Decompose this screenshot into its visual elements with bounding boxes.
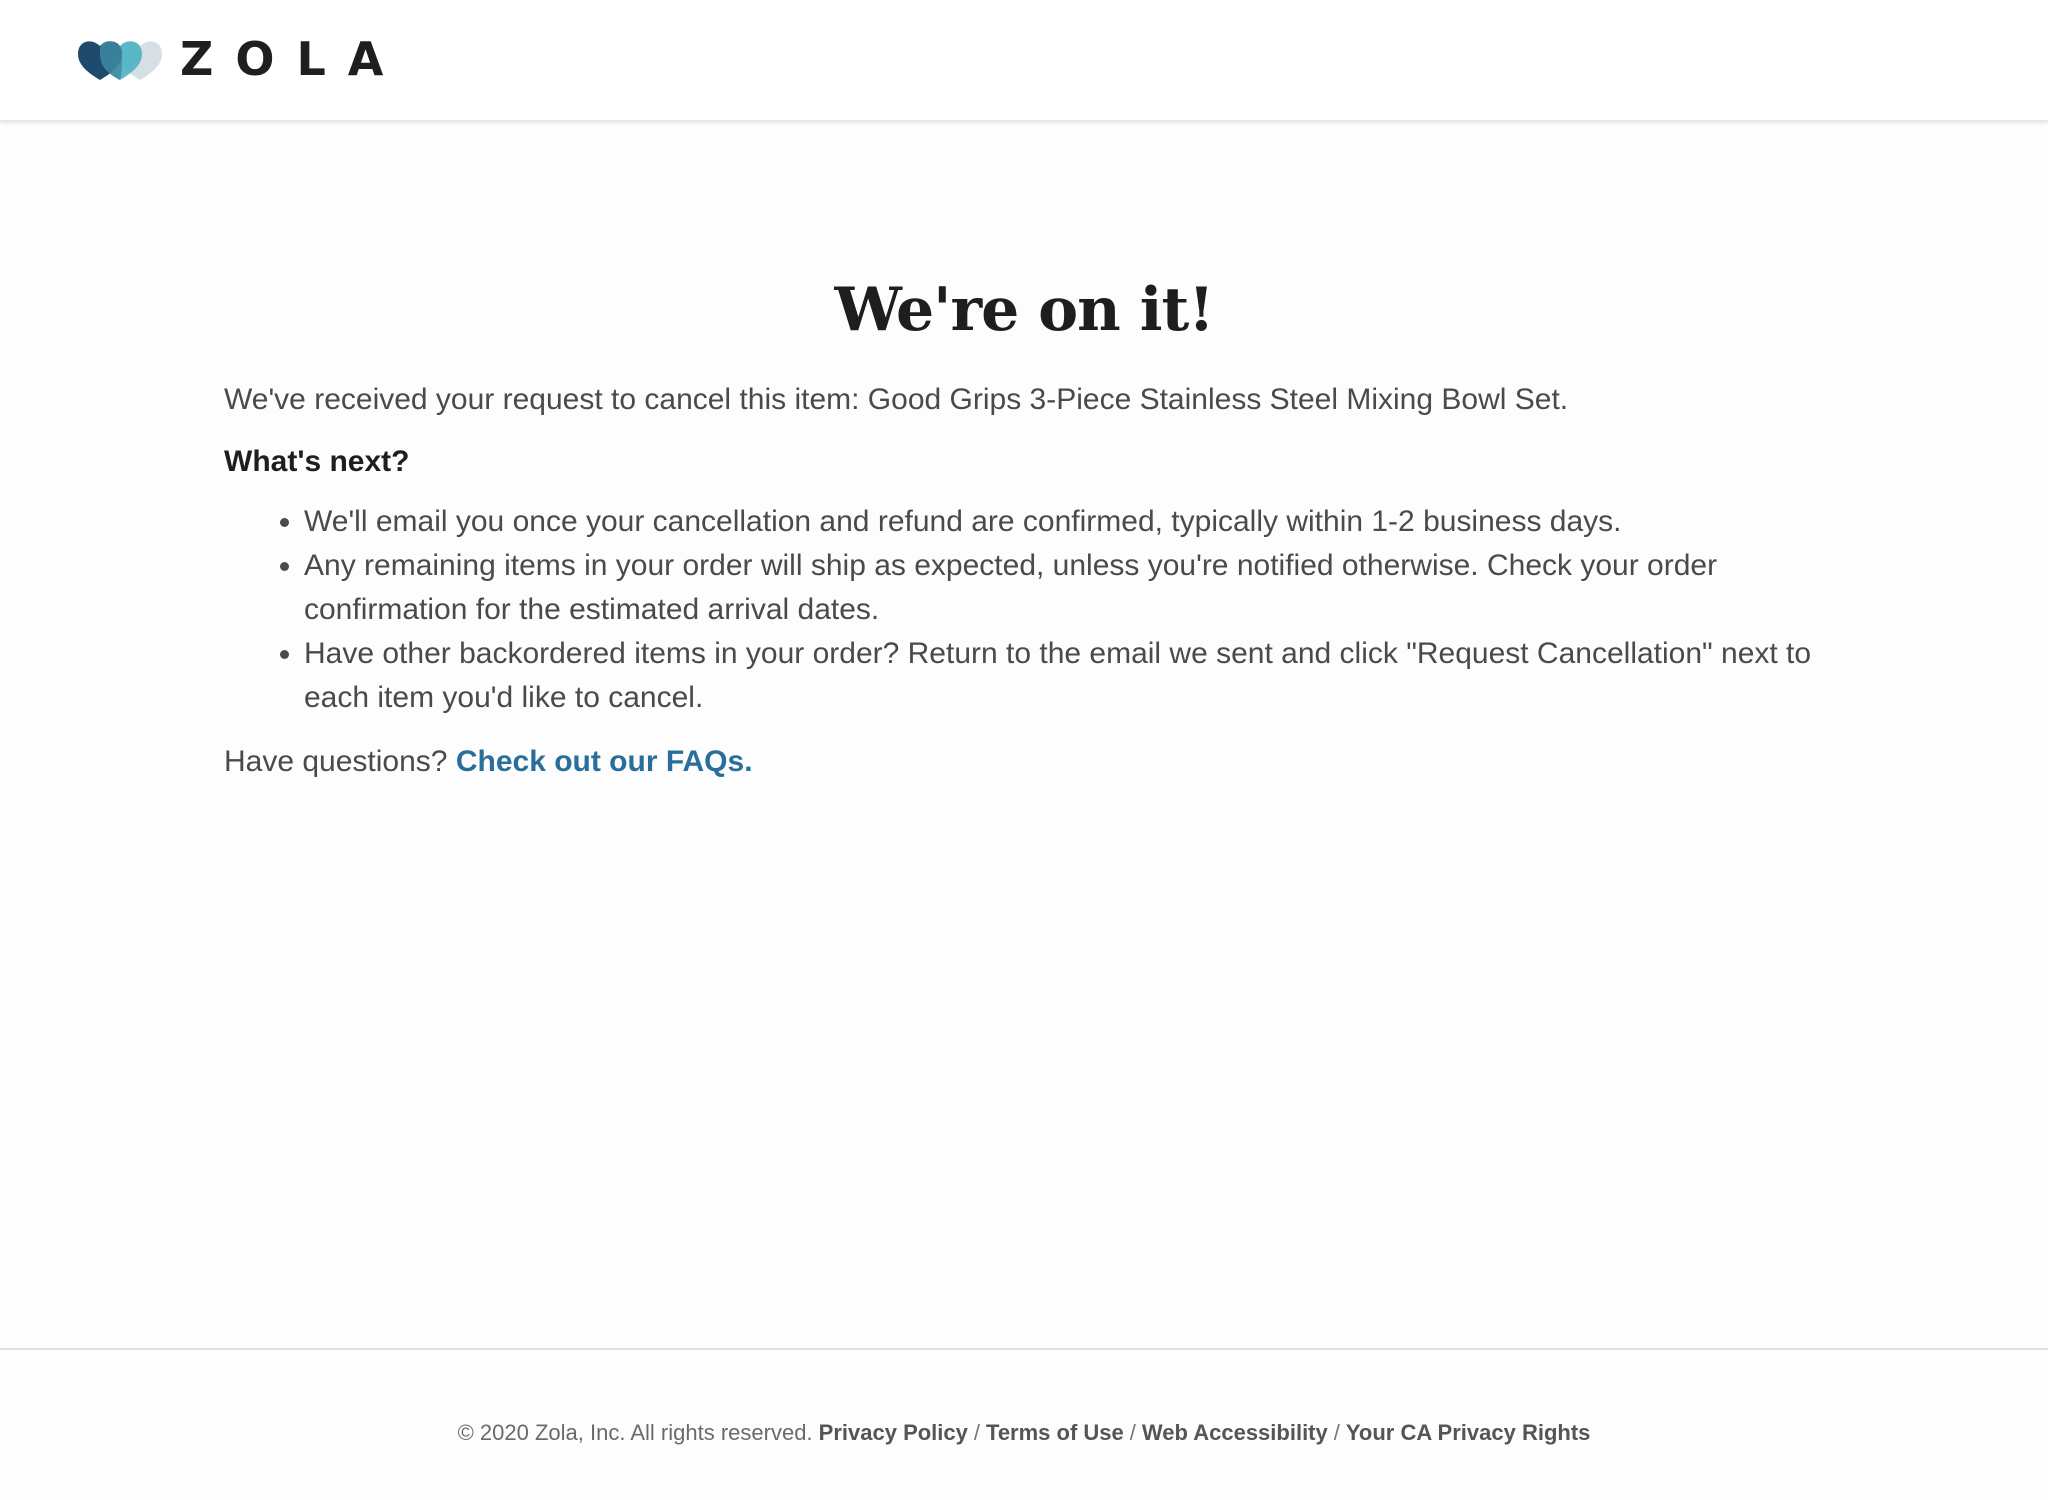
list-item: • Any remaining items in your order will ship as expected, unless you're notified otherwise. Check your order confirmation for the estimated arrival dates. [304,544,1824,632]
footer-separator: / [1129,1420,1136,1445]
site-footer [0,1418,2048,1448]
web-accessibility-link[interactable]: Web Accessibility [1141,1420,1328,1445]
list-item: • We'll email you once your cancellation and refund are confirmed, typically within 1-2 business days. [304,500,1824,544]
page-title: We're on it! [834,275,1214,345]
privacy-policy-link[interactable]: Privacy Policy [818,1420,968,1445]
next-steps-list [224,500,1824,720]
zola-logo-link[interactable] [78,32,406,86]
site-header [0,0,2048,121]
faq-link[interactable]: Check out our FAQs. [455,745,753,778]
footer-separator: / [1333,1420,1340,1445]
footer-separator: / [973,1420,981,1445]
questions-line [224,742,1824,782]
logo-wordmark: ZOLA [180,32,406,86]
whats-next-heading: What's next? [224,445,410,478]
terms-of-use-link[interactable]: Terms of Use [986,1420,1124,1445]
cancel-request-message: We've received your request to cancel this item: Good Grips 3-Piece Stainless Steel Mixing Bowl Set. [224,383,1569,416]
confirmation-content [224,270,1824,782]
ca-privacy-rights-link[interactable]: Your CA Privacy Rights [1345,1420,1591,1445]
hearts-logo-icon [78,36,168,82]
list-item: • Have other backordered items in your order? Return to the email we sent and click "Request Cancellation" next to each item you'd like to cancel. [304,632,1824,720]
questions-text: Have questions? [224,745,448,778]
copyright-text: © 2020 Zola, Inc. All rights reserved. [457,1420,813,1445]
footer-divider [0,1348,2048,1350]
